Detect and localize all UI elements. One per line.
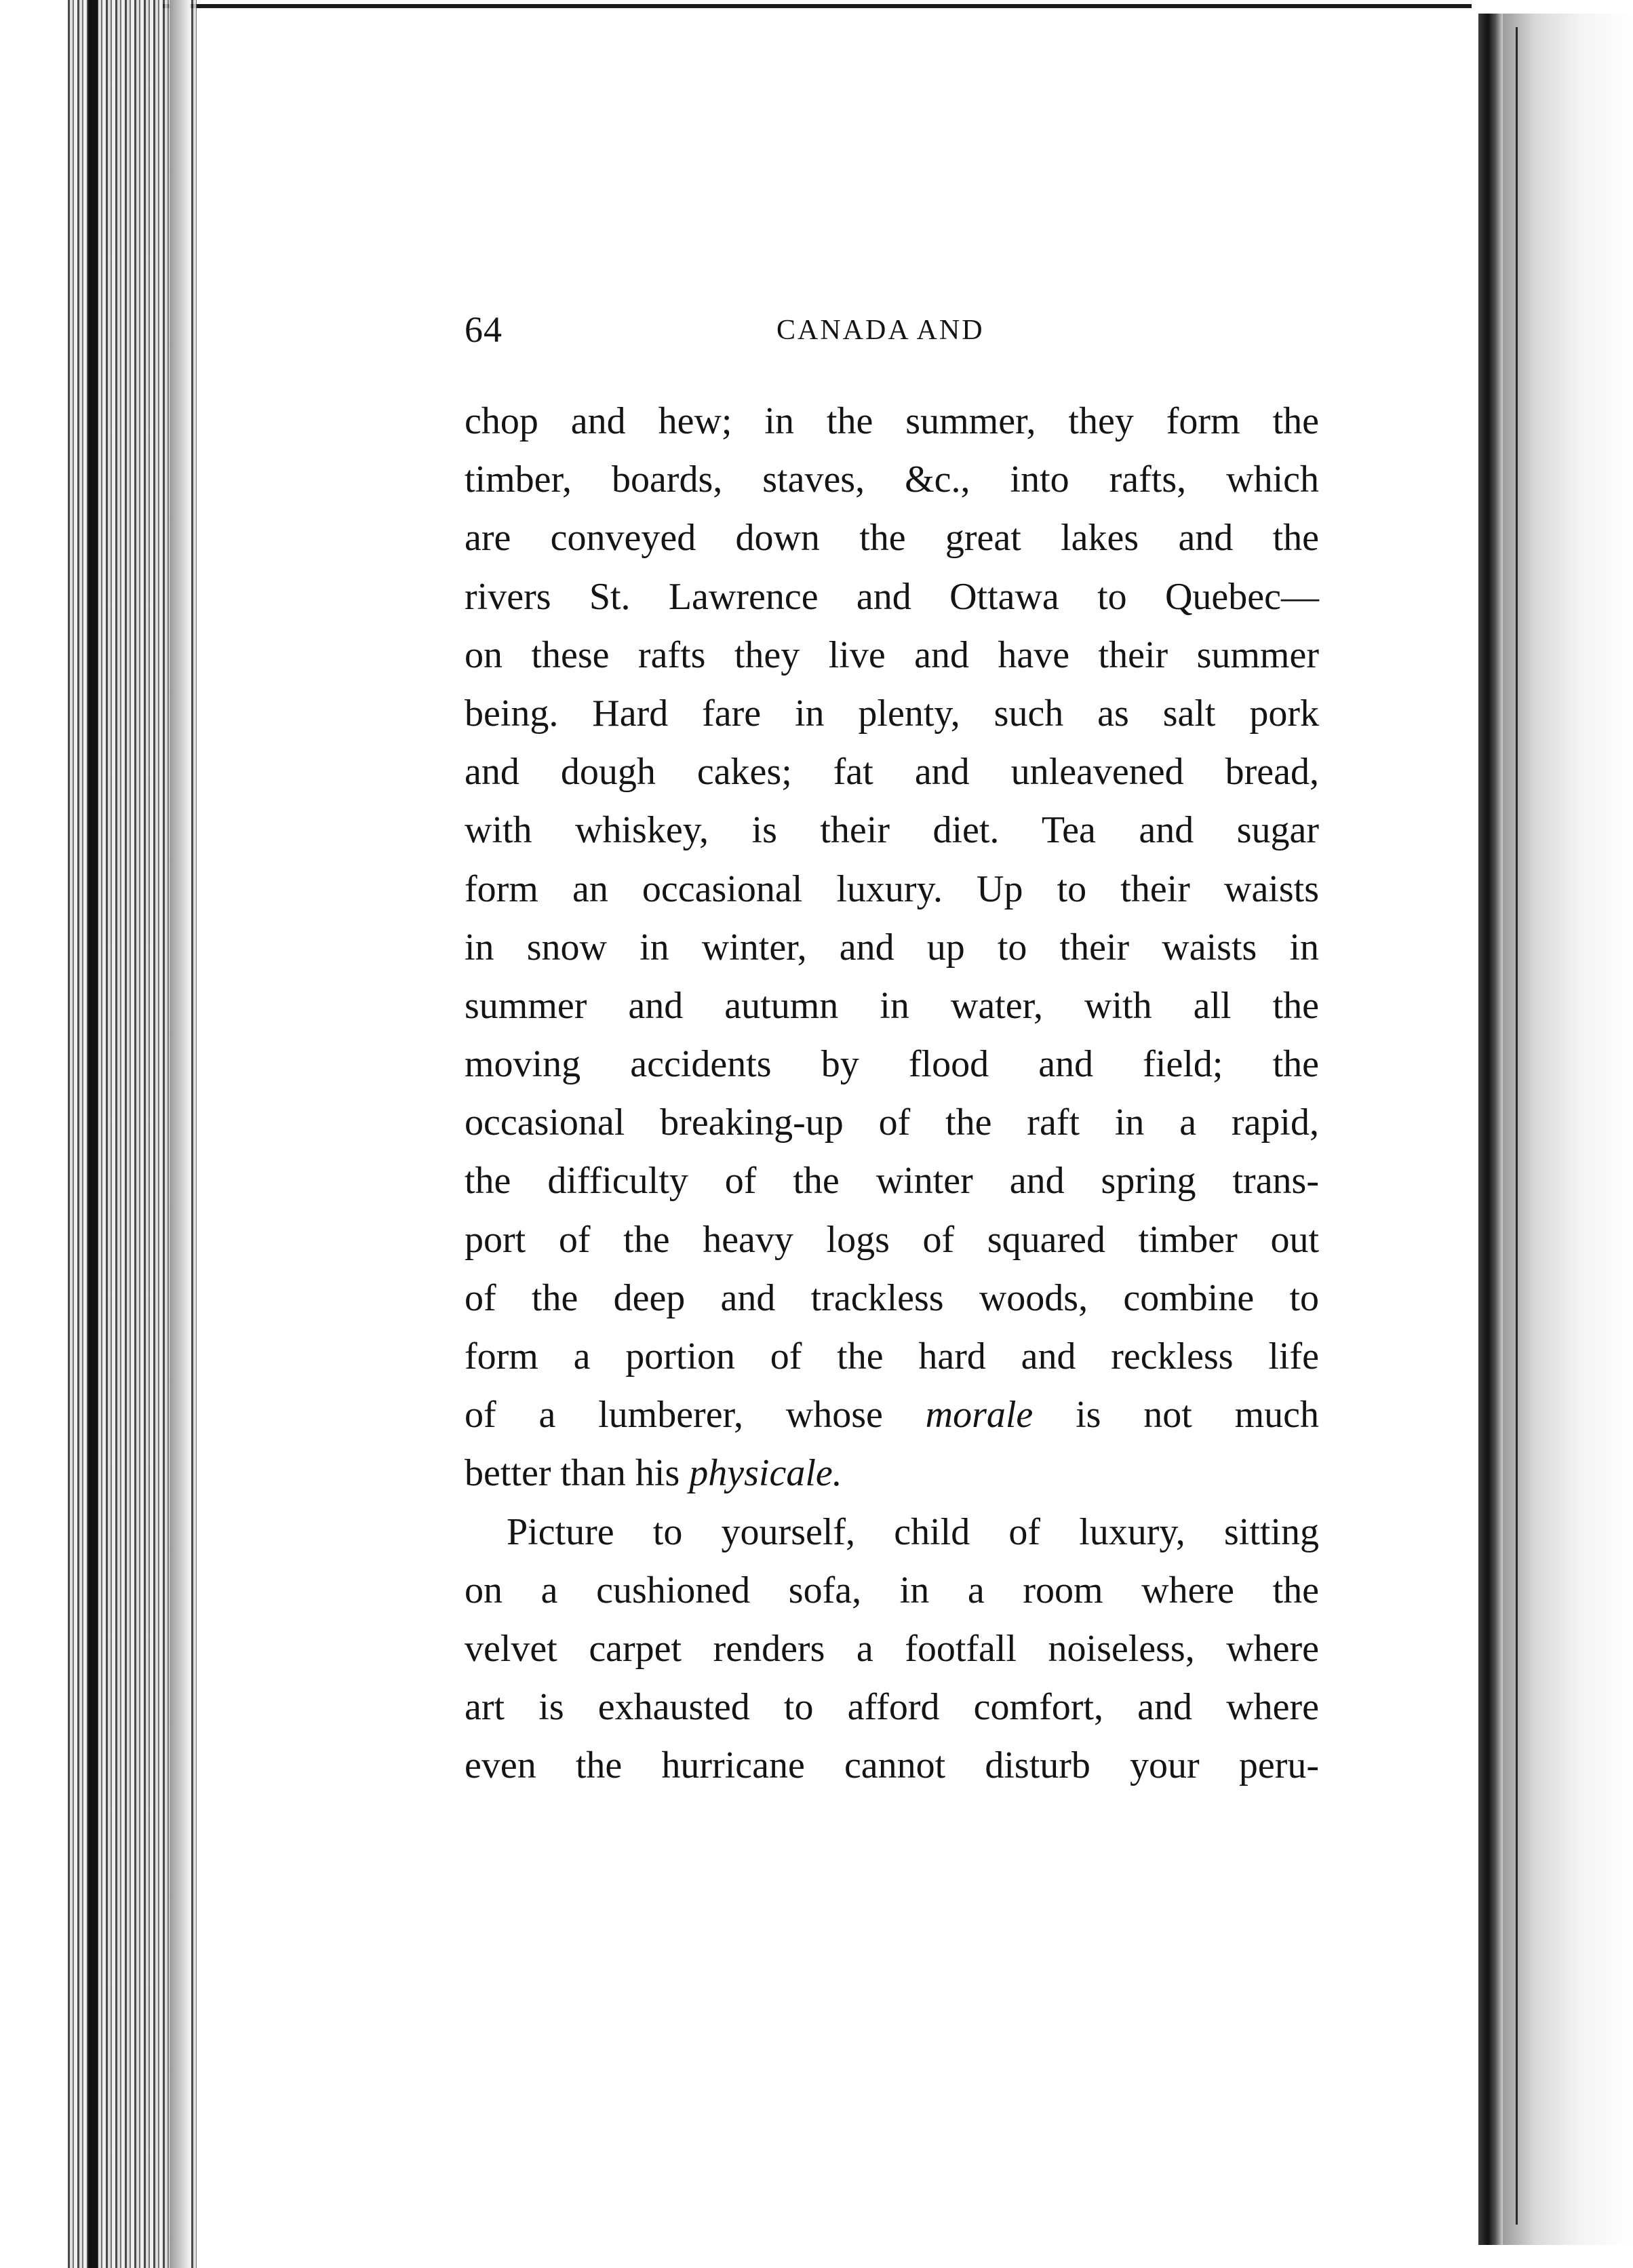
text-line: rivers St. Lawrence and Ottawa to Quebec— [465, 575, 1319, 618]
text-line: and dough cakes; fat and unleavened bread, [465, 751, 1319, 794]
text-line: on a cushioned sofa, in a room where the [465, 1569, 1319, 1611]
text-line: even the hurricane cannot disturb your peru- [465, 1744, 1319, 1787]
text-line [465, 1386, 1319, 1444]
text-line: art is exhausted to afford comfort, and where [465, 1686, 1319, 1729]
top-border [163, 4, 1472, 8]
paragraph-first-line: Picture to yourself, child of luxury, sitting [507, 1510, 1319, 1553]
text-line: form a portion of the hard and reckless life [465, 1335, 1319, 1377]
italic-word: physicale. [689, 1452, 842, 1495]
running-title: CANADA AND [776, 315, 985, 346]
text-line: port of the heavy logs of squared timber out [465, 1218, 1319, 1261]
body-text [465, 392, 1319, 1795]
text-run: is not much [1033, 1394, 1319, 1436]
text-line: are conveyed down the great lakes and the [465, 517, 1319, 560]
text-line: timber, boards, staves, &c., into rafts, which [465, 458, 1319, 501]
text-line: chop and hew; in the summer, they form the [465, 400, 1319, 442]
text-run: better than his [465, 1452, 690, 1495]
text-line: form an occasional luxury. Up to their waists [465, 867, 1319, 910]
text-line: summer and autumn in water, with all the [465, 984, 1319, 1027]
left-page-fold [170, 0, 190, 2268]
italic-word: morale [925, 1394, 1034, 1436]
page-number: 64 [465, 309, 503, 350]
running-header [465, 309, 1319, 356]
text-line: being. Hard fare in plenty, such as salt pork [465, 692, 1319, 735]
text-run: of a lumberer, whose [465, 1394, 926, 1436]
text-line: the difficulty of the winter and spring trans- [465, 1160, 1319, 1203]
facing-page-rule [1516, 27, 1518, 2225]
text-line: velvet carpet renders a footfall noiseless, where [465, 1627, 1319, 1670]
text-line: of the deep and trackless woods, combine to [465, 1276, 1319, 1319]
text-line: occasional breaking-up of the raft in a rapid, [465, 1101, 1319, 1144]
right-gutter-shadow [1478, 14, 1503, 2245]
text-line: moving accidents by flood and field; the [465, 1043, 1319, 1086]
left-binding-shadow [88, 0, 98, 2268]
text-line: on these rafts they live and have their summer [465, 633, 1319, 676]
text-line: with whiskey, is their diet. Tea and sugar [465, 809, 1319, 852]
text-line: in snow in winter, and up to their waists in [465, 926, 1319, 969]
facing-page-edge [1503, 14, 1633, 2245]
text-line [465, 1444, 1319, 1502]
